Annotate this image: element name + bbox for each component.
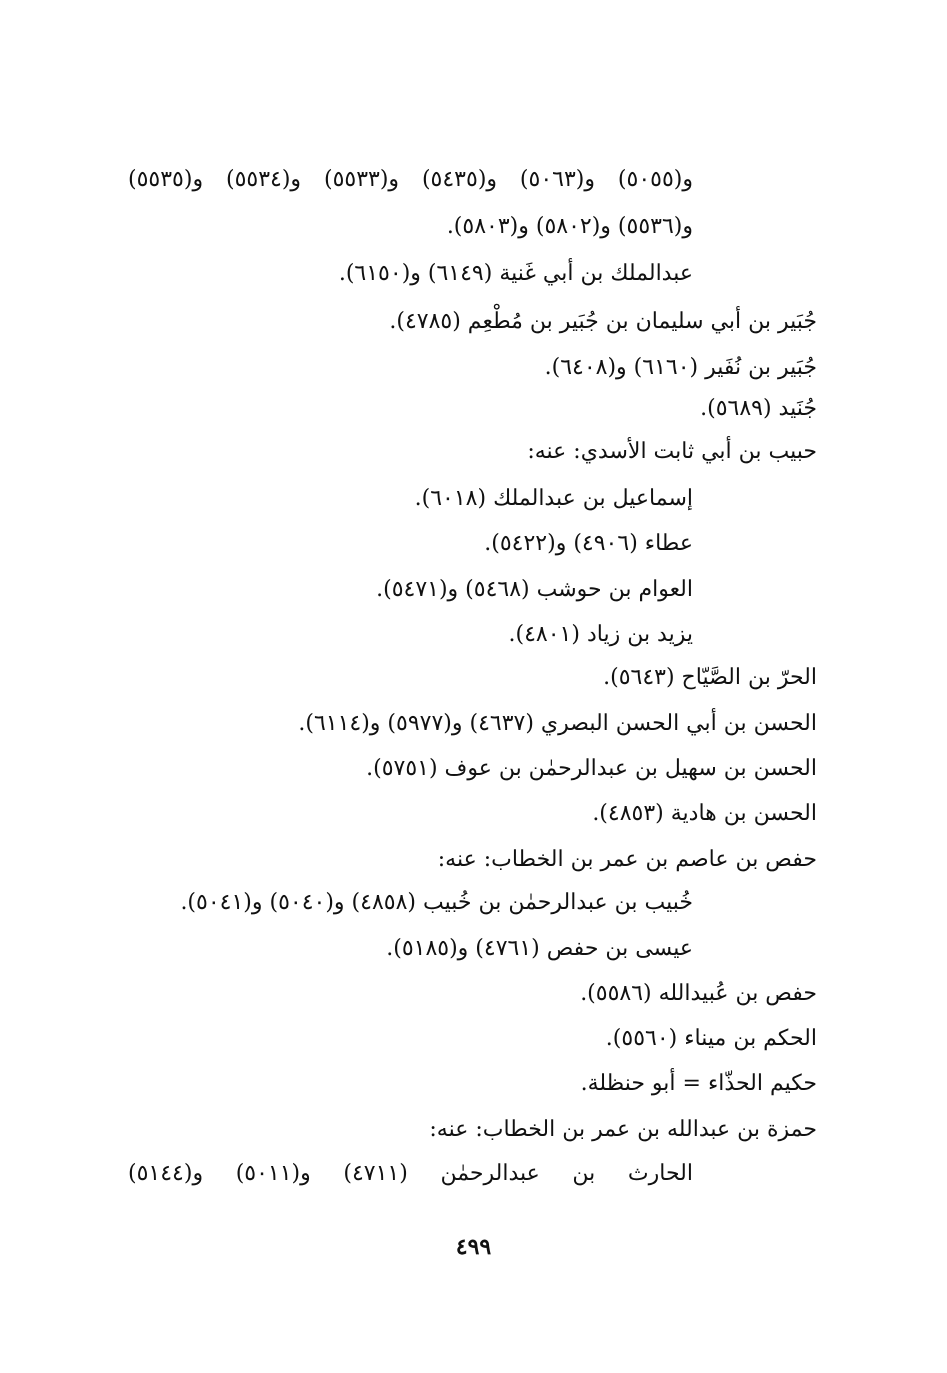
index-line: حفص بن عاصم بن عمر بن الخطاب: عنه:	[437, 847, 817, 872]
index-line: عبدالملك بن أبي غَنية (٦١٤٩) و(٦١٥٠).	[338, 261, 693, 286]
index-line: جُبَير بن نُفَير (٦١٦٠) و(٦٤٠٨).	[544, 355, 817, 380]
index-line: عطاء (٤٩٠٦) و(٥٤٢٢).	[484, 531, 693, 556]
index-line: و(٥٠٥٥) و(٥٠٦٣) و(٥٤٣٥) و(٥٥٣٣) و(٥٥٣٤) و(٥٥٣٥)	[128, 167, 693, 192]
index-line: حبيب بن أبي ثابت الأسدي: عنه:	[527, 439, 817, 464]
index-line: و(٥٥٣٦) و(٥٨٠٢) و(٥٨٠٣).	[446, 214, 693, 239]
index-line: حكيم الحذّاء = أبو حنظلة.	[580, 1071, 817, 1096]
page-number: ٤٩٩	[455, 1234, 492, 1260]
index-line: حفص بن عُبيدالله (٥٥٨٦).	[580, 981, 817, 1006]
index-line: عيسى بن حفص (٤٧٦١) و(٥١٨٥).	[386, 936, 693, 961]
index-line: إسماعيل بن عبدالملك (٦٠١٨).	[414, 486, 693, 511]
index-line: الحارث بن عبدالرحمٰن (٤٧١١) و(٥٠١١) و(٥١٤٤)	[128, 1161, 693, 1186]
index-line: يزيد بن زياد (٤٨٠١).	[508, 622, 693, 647]
index-line: الحكم بن ميناء (٥٥٦٠).	[605, 1026, 817, 1051]
index-line: جُبَير بن أبي سليمان بن جُبَير بن مُطْعِم (٤٧٨٥).	[389, 309, 817, 334]
index-line: جُنَيد (٥٦٨٩).	[700, 396, 817, 421]
index-line: حمزة بن عبدالله بن عمر بن الخطاب: عنه:	[429, 1117, 817, 1142]
index-line: خُبيب بن عبدالرحمٰن بن خُبيب (٤٨٥٨) و(٥٠٤٠) و(٥٠٤١).	[180, 890, 693, 915]
index-line: الحسن بن سهيل بن عبدالرحمٰن بن عوف (٥٧٥١).	[366, 756, 817, 781]
index-line: الحرّ بن الصَّيّاح (٥٦٤٣).	[603, 665, 817, 690]
index-line: الحسن بن هادية (٤٨٥٣).	[592, 801, 817, 826]
index-line: العوام بن حوشب (٥٤٦٨) و(٥٤٧١).	[376, 577, 693, 602]
index-line: الحسن بن أبي الحسن البصري (٤٦٣٧) و(٥٩٧٧) و(٦١١٤).	[298, 711, 817, 736]
